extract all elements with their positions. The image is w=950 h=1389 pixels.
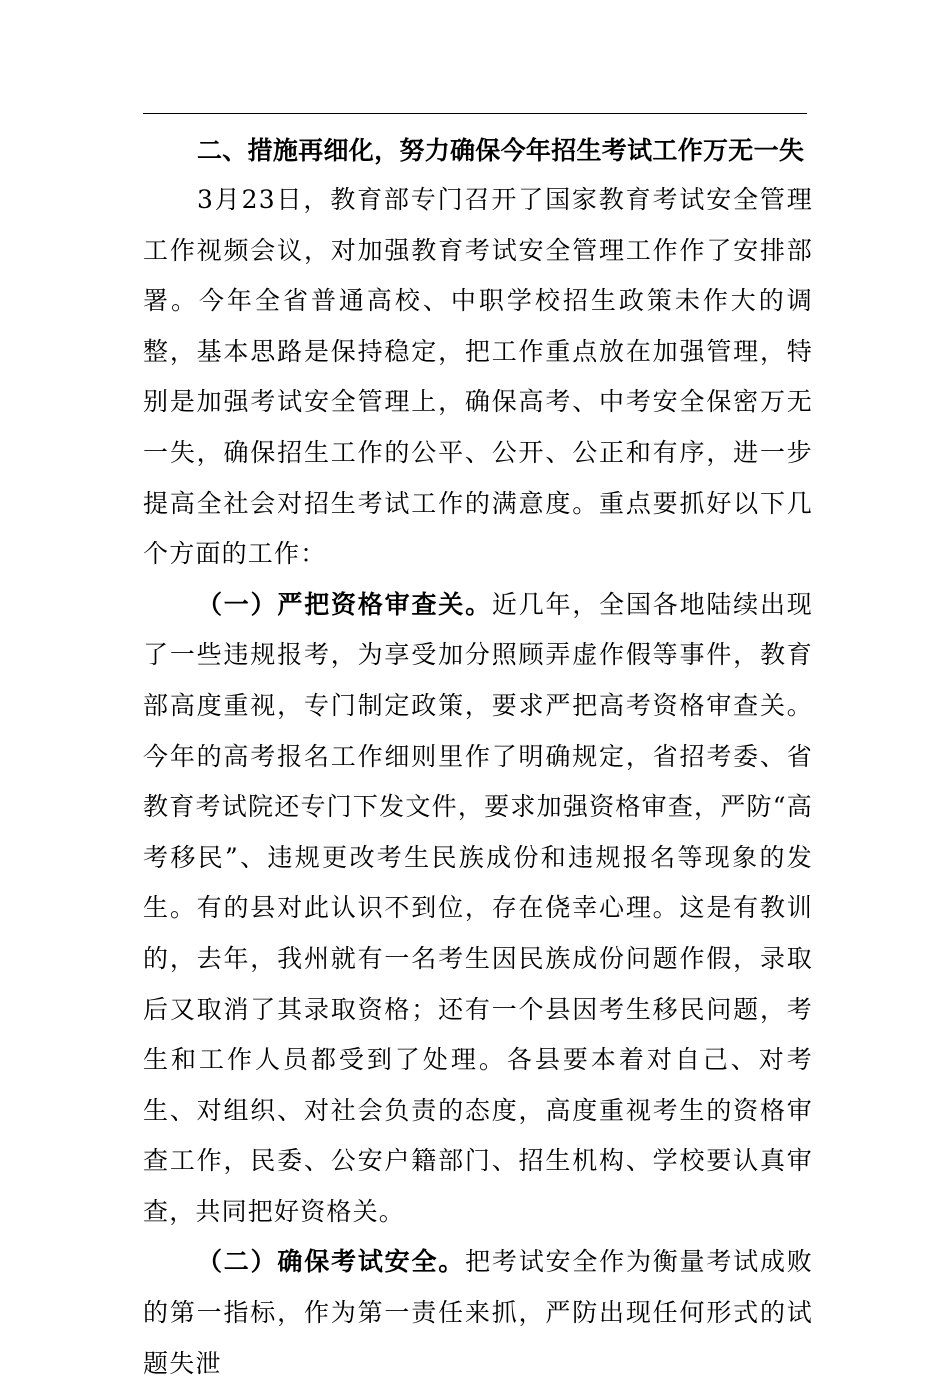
document-body [143, 127, 813, 1389]
paragraph-exam-safety [143, 1237, 813, 1389]
header-rule [143, 113, 807, 114]
paragraph-text: 近几年，全国各地陆续出现了一些违规报考，为享受加分照顾弄虚作假等事件，教育部高度重视，专门制定政策，要求严把高考资格审查关。今年的高考报名工作细则里作了明确规定，省招考委、省教育考试院还专门下发文件，要求加强资格审查，严防“高考移民”、违规更改考生民族成份和违规报名等现象的发生。有的县对此认识不到位，存在侥幸心理。这是有教训的，去年，我州就有一名考生因民族成份问题作假，录取后又取消了其录取资格；还有一个县因考生移民问题，考生和工作人员都受到了处理。各县要本着对自己、对考生、对组织、对社会负责的态度，高度重视考生的资格审查工作，民委、公安户籍部门、招生机构、学校要认真审查，共同把好资格关。 [143, 589, 814, 1226]
paragraph-qualification-review [143, 580, 813, 1238]
paragraph-text: 把考试安全作为衡量考试成败的第一指标，作为第一责任来抓，严防出现任何形式的试题失泄 [143, 1247, 813, 1378]
section-heading: 二、措施再细化，努力确保今年招生考试工作万无一失 [197, 136, 805, 165]
paragraph-lead: （二）确保考试安全。 [197, 1247, 466, 1277]
paragraph-intro [143, 175, 813, 580]
paragraph-lead: （一）严把资格审查关。 [197, 589, 492, 619]
paragraph-text: 3月23日，教育部专门召开了国家教育考试安全管理工作视频会议，对加强教育考试安全管理工作作了安排部署。今年全省普通高校、中职学校招生政策未作大的调整，基本思路是保持稳定，把工作重点放在加强管理，特别是加强考试安全管理上，确保高考、中考安全保密万无一失，确保招生工作的公平、公开、公正和有序，进一步提高全社会对招生考试工作的满意度。重点要抓好以下几个方面的工作： [143, 185, 813, 569]
